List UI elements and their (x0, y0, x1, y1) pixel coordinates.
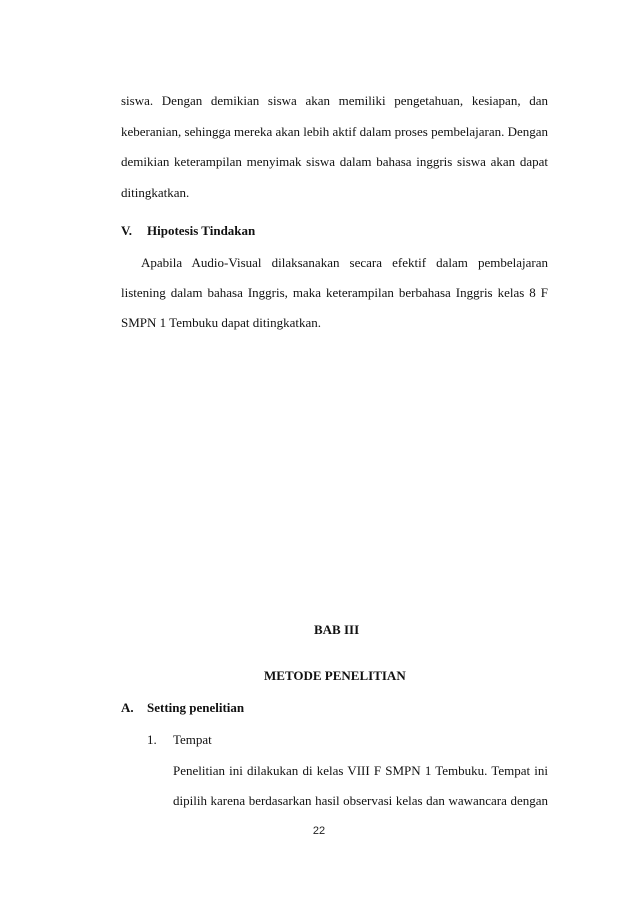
section-v-line-3: SMPN 1 Tembuku dapat ditingkatkan. (121, 315, 321, 330)
section-a-heading (121, 700, 244, 716)
para1-line-1: siswa. Dengan demikian siswa akan memiliki pengetahuan, kesiapan, dan (121, 93, 548, 108)
item-1-label: Tempat (173, 732, 212, 747)
item-1-number: 1. (147, 732, 157, 747)
item-1 (147, 732, 212, 748)
section-a-title: Setting penelitian (147, 700, 245, 715)
chapter-number: BAB III (314, 622, 360, 637)
para1-line-2: keberanian, sehingga mereka akan lebih aktif dalam proses pembelajaran. Dengan (121, 124, 549, 139)
section-a-line-2: dipilih karena berdasarkan hasil observasi kelas dan wawancara dengan (173, 793, 548, 808)
section-v-number: V. (121, 223, 132, 238)
section-a-line-1: Penelitian ini dilakukan di kelas VIII F SMPN 1 Tembuku. Tempat ini (173, 763, 548, 778)
section-v-title: Hipotesis Tindakan (147, 223, 256, 238)
section-v-line-2: listening dalam bahasa Inggris, maka keterampilan berbahasa Inggris kelas 8 F (121, 285, 548, 300)
section-a-number: A. (121, 700, 134, 715)
page-number: 22 (312, 825, 326, 837)
para1-line-3: demikian keterampilan menyimak siswa dalam bahasa inggris siswa akan dapat (121, 154, 548, 169)
section-v-line-1: Apabila Audio-Visual dilaksanakan secara efektif dalam pembelajaran (141, 255, 548, 270)
para1-line-4: ditingkatkan. (121, 185, 190, 200)
chapter-title: METODE PENELITIAN (264, 668, 406, 683)
section-v-heading (121, 223, 255, 239)
